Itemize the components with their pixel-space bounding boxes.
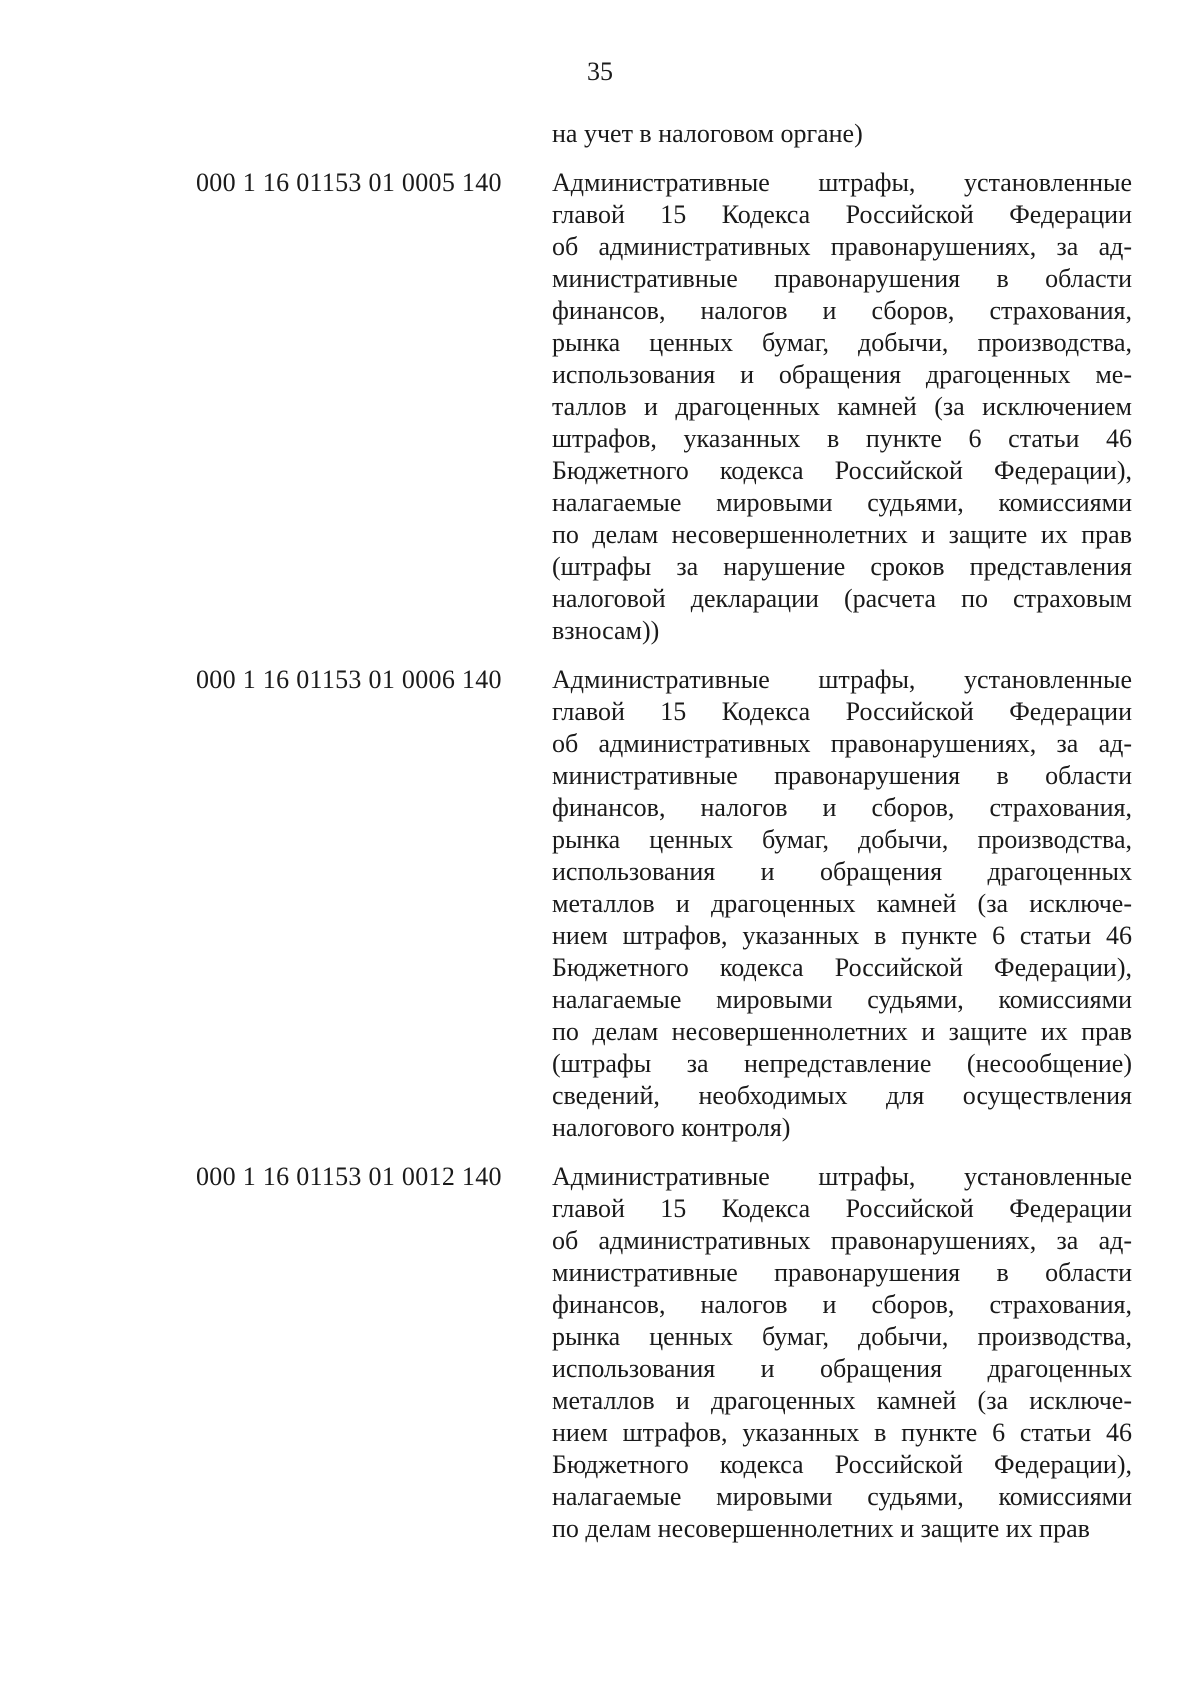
description-line: использования и обращения драгоценных (552, 1354, 1132, 1383)
classification-table (0, 118, 1200, 1545)
entry-line (0, 1385, 1200, 1417)
entry-line (0, 728, 1200, 760)
entry-line (0, 583, 1200, 615)
entry-line (0, 1289, 1200, 1321)
entry-line (0, 1417, 1200, 1449)
entry-line (0, 856, 1200, 888)
description-line: об административных правонарушениях, за ад- (552, 729, 1132, 758)
description-line: использования и обращения драгоценных ме- (552, 360, 1132, 389)
description-line: Бюджетного кодекса Российской Федерации), (552, 456, 1132, 485)
description-line: сведений, необходимых для осуществления (552, 1081, 1132, 1110)
entry-line (0, 888, 1200, 920)
entry-line (0, 984, 1200, 1016)
description-line: главой 15 Кодекса Российской Федерации (552, 200, 1132, 229)
entry-line (0, 824, 1200, 856)
description-line: налагаемые мировыми судьями, комиссиями (552, 1482, 1132, 1511)
entry-line (0, 167, 1200, 199)
description-line: рынка ценных бумаг, добычи, производства, (552, 328, 1132, 357)
entry-line (0, 1513, 1200, 1545)
description-line: Административные штрафы, установленные (552, 168, 1132, 197)
entry-line (0, 1080, 1200, 1112)
description-line: штрафов, указанных в пункте 6 статьи 46 (552, 424, 1132, 453)
description-line: взносам)) (552, 616, 660, 645)
page-number: 35 (587, 57, 613, 86)
description-line: налогового контроля) (552, 1113, 791, 1142)
description-line: металлов и драгоценных камней (за исключе- (552, 889, 1132, 918)
description-line: использования и обращения драгоценных (552, 857, 1132, 886)
entry-line (0, 1161, 1200, 1193)
description-line: финансов, налогов и сборов, страхования, (552, 296, 1132, 325)
entry-line (0, 792, 1200, 824)
entry-line (0, 1225, 1200, 1257)
entries-list (0, 167, 1200, 1545)
entry-line (0, 1112, 1200, 1144)
description-line: министративные правонарушения в области (552, 264, 1132, 293)
description-line: об административных правонарушениях, за ад- (552, 1226, 1132, 1255)
entry-line (0, 952, 1200, 984)
entry-line (0, 551, 1200, 583)
entry-line (0, 1016, 1200, 1048)
description-line: Административные штрафы, установленные (552, 665, 1132, 694)
entry-line (0, 263, 1200, 295)
description-line: министративные правонарушения в области (552, 761, 1132, 790)
description-line: рынка ценных бумаг, добычи, производства, (552, 1322, 1132, 1351)
description-line: рынка ценных бумаг, добычи, производства, (552, 825, 1132, 854)
description-line: министративные правонарушения в области (552, 1258, 1132, 1287)
entry-line (0, 359, 1200, 391)
description-line: об административных правонарушениях, за ад- (552, 232, 1132, 261)
entry-line (0, 199, 1200, 231)
budget-code: 000 1 16 01153 01 0005 140 (196, 168, 502, 197)
continuation-row (0, 118, 1200, 150)
entry-line (0, 295, 1200, 327)
entry-line (0, 487, 1200, 519)
description-line: налоговой декларации (расчета по страховым (552, 584, 1132, 613)
entry-line (0, 664, 1200, 696)
description-line: металлов и драгоценных камней (за исключе- (552, 1386, 1132, 1415)
entry-line (0, 1353, 1200, 1385)
entry-line (0, 1449, 1200, 1481)
description-line: Административные штрафы, установленные (552, 1162, 1132, 1191)
description-line: Бюджетного кодекса Российской Федерации), (552, 953, 1132, 982)
table-row (0, 167, 1200, 647)
table-row (0, 1161, 1200, 1545)
entry-line (0, 519, 1200, 551)
entry-line (0, 423, 1200, 455)
entry-line (0, 455, 1200, 487)
entry-line (0, 615, 1200, 647)
table-row (0, 664, 1200, 1144)
entry-line (0, 1481, 1200, 1513)
budget-code: 000 1 16 01153 01 0006 140 (196, 665, 502, 694)
entry-line (0, 696, 1200, 728)
description-line: Бюджетного кодекса Российской Федерации), (552, 1450, 1132, 1479)
entry-line (0, 920, 1200, 952)
entry-line (0, 231, 1200, 263)
description-line: нием штрафов, указанных в пункте 6 статьи 46 (552, 1418, 1132, 1447)
description-line: (штрафы за непредставление (несообщение) (552, 1049, 1132, 1078)
description-line: (штрафы за нарушение сроков представления (552, 552, 1132, 581)
entry-line (0, 760, 1200, 792)
entry-line (0, 1193, 1200, 1225)
entry-line (0, 391, 1200, 423)
entry-line (0, 327, 1200, 359)
budget-code: 000 1 16 01153 01 0012 140 (196, 1162, 502, 1191)
description-line: налагаемые мировыми судьями, комиссиями (552, 488, 1132, 517)
description-line: главой 15 Кодекса Российской Федерации (552, 697, 1132, 726)
description-line: нием штрафов, указанных в пункте 6 статьи 46 (552, 921, 1132, 950)
continuation-text: на учет в налоговом органе) (552, 119, 863, 148)
description-line: таллов и драгоценных камней (за исключением (552, 392, 1132, 421)
description-line: финансов, налогов и сборов, страхования, (552, 1290, 1132, 1319)
entry-line (0, 1321, 1200, 1353)
description-line: главой 15 Кодекса Российской Федерации (552, 1194, 1132, 1223)
description-line: по делам несовершеннолетних и защите их прав (552, 520, 1132, 549)
description-line: по делам несовершеннолетних и защите их прав (552, 1514, 1090, 1543)
description-line: по делам несовершеннолетних и защите их прав (552, 1017, 1132, 1046)
entry-line (0, 1257, 1200, 1289)
description-line: налагаемые мировыми судьями, комиссиями (552, 985, 1132, 1014)
description-line: финансов, налогов и сборов, страхования, (552, 793, 1132, 822)
entry-line (0, 1048, 1200, 1080)
